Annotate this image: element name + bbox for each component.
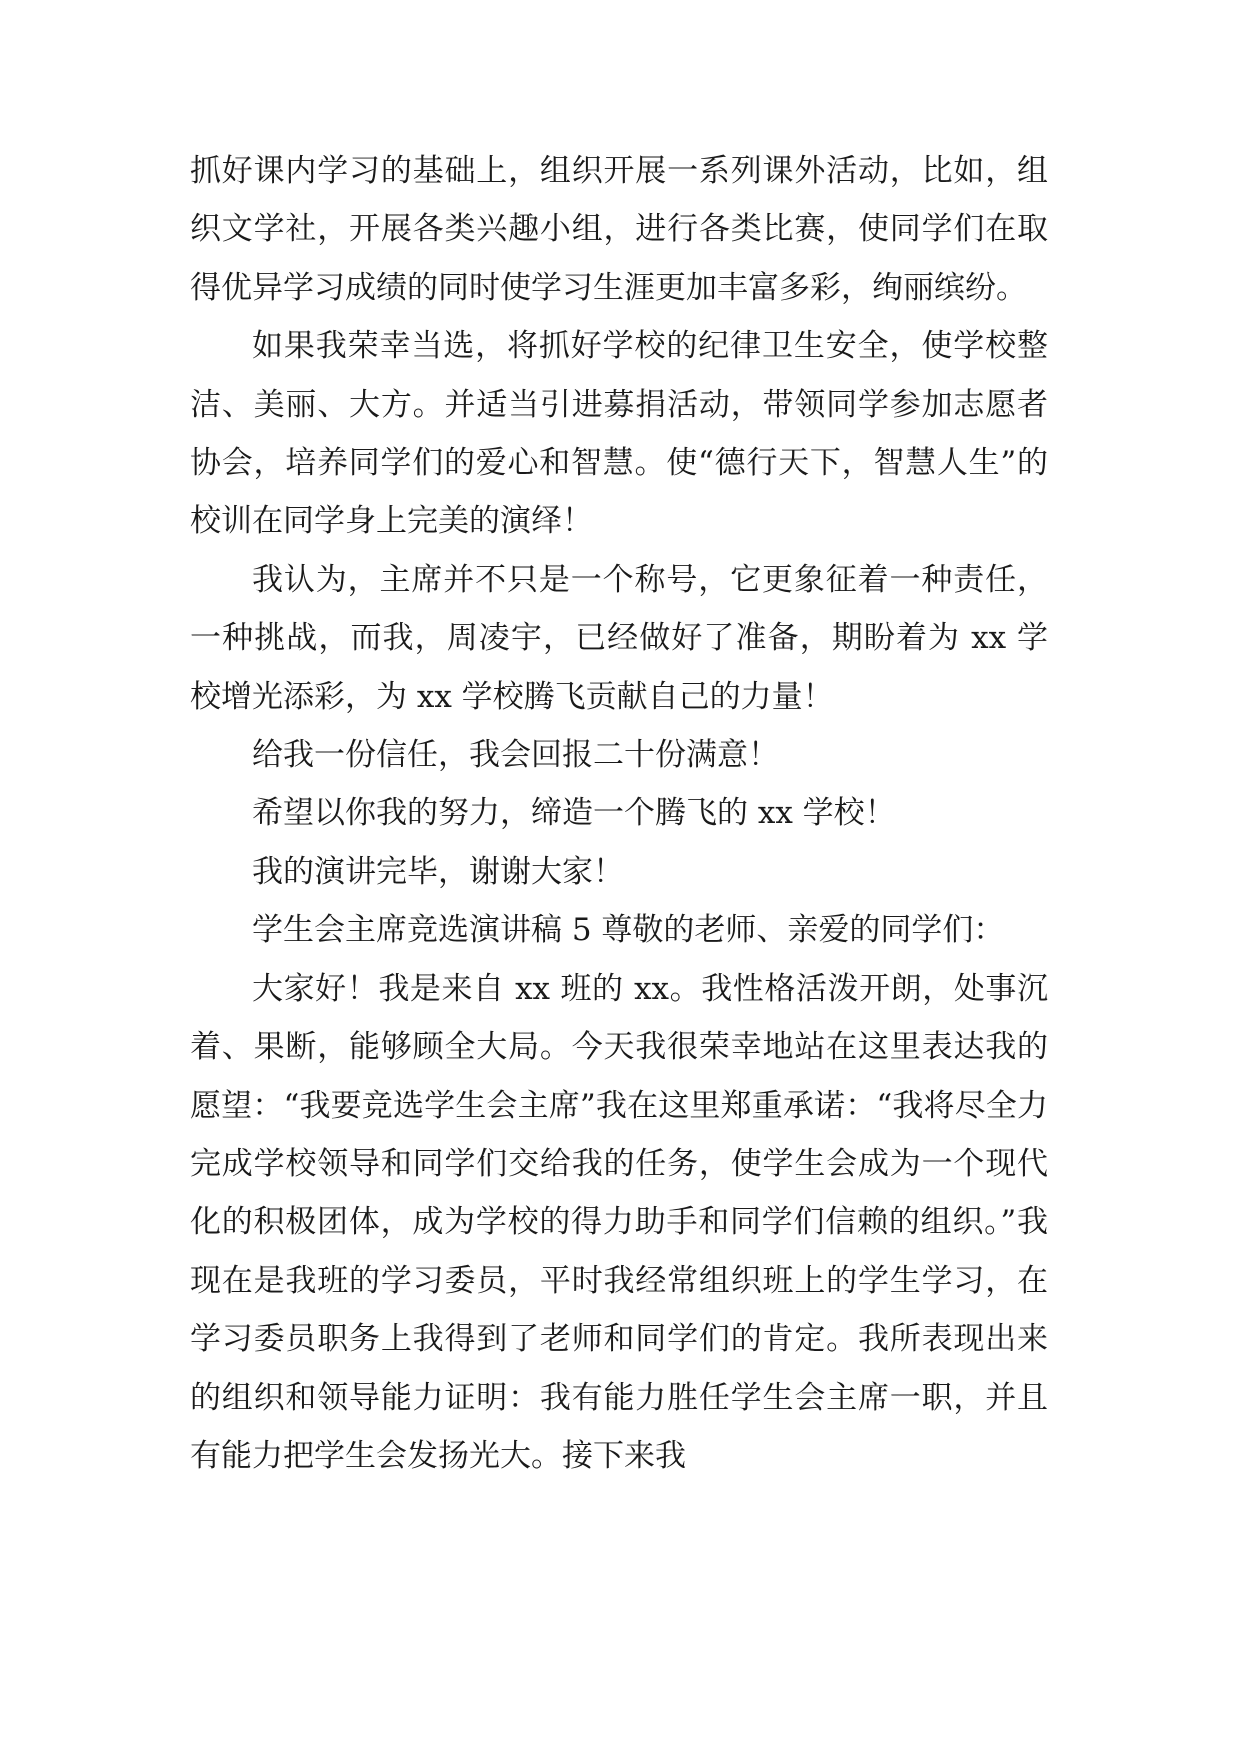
paragraph: 学生会主席竞选演讲稿 5 尊敬的老师、亲爱的同学们： [252,912,1005,949]
paragraph: 抓好课内学习的基础上，组织开展一系列课外活动，比如，组织文学社，开展各类兴趣小组，进行各类比赛，使同学们在取得优异学习成绩的同时使学习生涯更加丰富多彩，绚丽缤纷。 [190,153,1048,306]
paragraph: 希望以你我的努力，缔造一个腾飞的 xx 学校！ [252,795,896,832]
paragraph: 我认为，主席并不只是一个称号，它更象征着一种责任，一种挑战，而我，周凌宇，已经做好了准备，期盼着为 xx 学校增光添彩，为 xx 学校腾飞贡献自己的力量！ [190,561,1048,715]
paragraph: 给我一份信任，我会回报二十份满意！ [252,737,779,774]
paragraph: 如果我荣幸当选，将抓好学校的纪律卫生安全，使学校整洁、美丽、大方。并适当引进募捐活动，带领同学参加志愿者协会，培养同学们的爱心和智慧。使“德行天下，智慧人生”的校训在同学身上完美的演绎！ [190,328,1048,540]
paragraph: 大家好！我是来自 xx 班的 xx。我性格活泼开朗，处事沉着、果断，能够顾全大局。今天我很荣幸地站在这里表达我的愿望：“我要竞选学生会主席”我在这里郑重承诺：“我将尽全力完成学校领导和同学们交给我的任务，使学生会成为一个现代化的积极团体，成为学校的得力助手和同学们信赖的组织。”我现在是我班的学习委员，平时我经常组织班上的学生学习，在学习委员职务上我得到了老师和同学们的肯定。我所表现出来的组织和领导能力证明：我有能力胜任学生会主席一职，并且有能力把学生会发扬光大。接下来我 [190,970,1048,1474]
document-body [190,142,1048,1485]
paragraph: 我的演讲完毕，谢谢大家！ [252,853,624,890]
